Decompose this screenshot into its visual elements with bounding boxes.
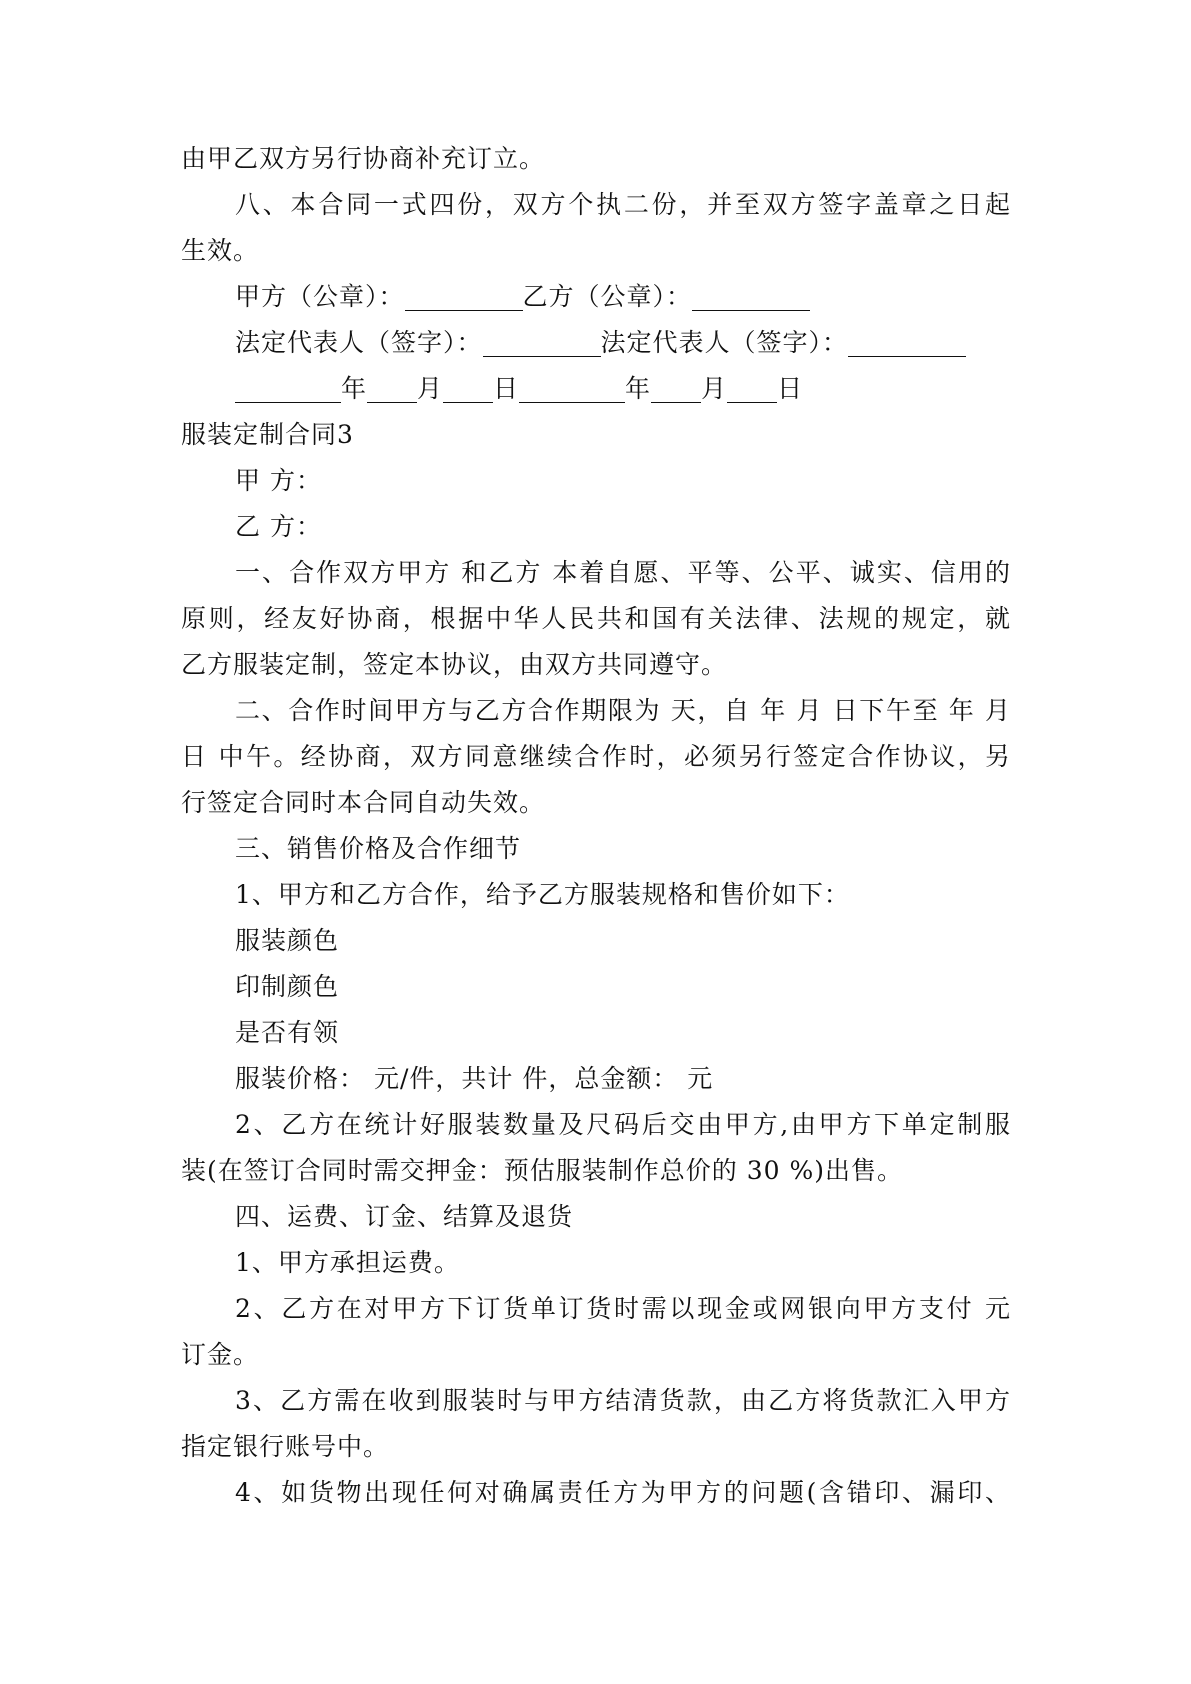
contract-title: 服装定制合同3 (181, 420, 354, 449)
spec-item: 服装颜色 (235, 926, 340, 955)
price-line: 服装价格： 元/件，共计 件，总金额： 元 (235, 1064, 714, 1093)
representative-line (181, 320, 1011, 366)
paragraph-line: 一、合作双方甲方 和乙方 本着自愿、平等、公平、诚实、信用的 (235, 558, 1011, 587)
day-blank-a (443, 372, 493, 403)
paragraph-line: 乙方服装定制，签定本协议，由双方共同遵守。 (181, 650, 728, 679)
paragraph-line: 2、乙方在统计好服装数量及尺码后交由甲方,由甲方下单定制服 (235, 1110, 1011, 1139)
section-heading: 三、销售价格及合作细节 (235, 834, 522, 863)
spec-item: 是否有领 (235, 1018, 340, 1047)
rep-b-blank (848, 326, 966, 357)
day-label: 日 (777, 374, 804, 403)
rep-b-label: 法定代表人（签字）： (600, 328, 849, 357)
date-line (181, 366, 1011, 412)
month-label: 月 (417, 374, 444, 403)
year-blank-b (519, 372, 625, 403)
rep-a-blank (483, 326, 601, 357)
party-a-line: 甲 方： (235, 466, 322, 495)
paragraph-line: 日 中午。经协商，双方同意继续合作时，必须另行签定合作协议，另 (181, 742, 1011, 771)
text-line: 八、本合同一式四份，双方个执二份，并至双方签字盖章之日起 (235, 190, 1011, 219)
day-label: 日 (493, 374, 520, 403)
month-blank-b (651, 372, 701, 403)
party-a-seal-blank (405, 280, 523, 311)
paragraph-line: 3、乙方需在收到服装时与甲方结清货款，由乙方将货款汇入甲方 (235, 1386, 1011, 1415)
party-b-line: 乙 方： (235, 512, 322, 541)
month-blank-a (367, 372, 417, 403)
party-b-seal-blank (692, 280, 810, 311)
paragraph-line: 4、如货物出现任何对确属责任方为甲方的问题(含错印、漏印、 (235, 1478, 1011, 1507)
month-label: 月 (701, 374, 728, 403)
paragraph-line: 指定银行账号中。 (181, 1432, 390, 1461)
section-heading: 四、运费、订金、结算及退货 (235, 1202, 574, 1231)
paragraph-line: 2、乙方在对甲方下订货单订货时需以现金或网银向甲方支付 元 (235, 1294, 1011, 1323)
year-blank-a (235, 372, 341, 403)
party-b-seal-label: 乙方（公章）： (522, 282, 693, 311)
text-line: 由甲乙双方另行协商补充订立。 (181, 144, 546, 173)
day-blank-b (727, 372, 777, 403)
spec-item: 印制颜色 (235, 972, 340, 1001)
paragraph-line: 1、甲方承担运费。 (235, 1248, 460, 1277)
document-body (181, 136, 1011, 1516)
party-a-seal-label: 甲方（公章）： (235, 282, 405, 311)
year-label: 年 (341, 374, 368, 403)
paragraph-line: 1、甲方和乙方合作，给予乙方服装规格和售价如下： (235, 880, 850, 909)
paragraph-line: 行签定合同时本合同自动失效。 (181, 788, 546, 817)
text-line: 生效。 (181, 236, 260, 265)
seal-line (181, 274, 1011, 320)
rep-a-label: 法定代表人（签字）： (235, 328, 483, 357)
paragraph-line: 原则，经友好协商，根据中华人民共和国有关法律、法规的规定，就 (181, 604, 1011, 633)
paragraph-line: 订金。 (181, 1340, 260, 1369)
year-label: 年 (625, 374, 652, 403)
paragraph-line: 装(在签订合同时需交押金：预估服装制作总价的 30 %)出售。 (181, 1156, 903, 1185)
paragraph-line: 二、合作时间甲方与乙方合作期限为 天，自 年 月 日下午至 年 月 (235, 696, 1011, 725)
